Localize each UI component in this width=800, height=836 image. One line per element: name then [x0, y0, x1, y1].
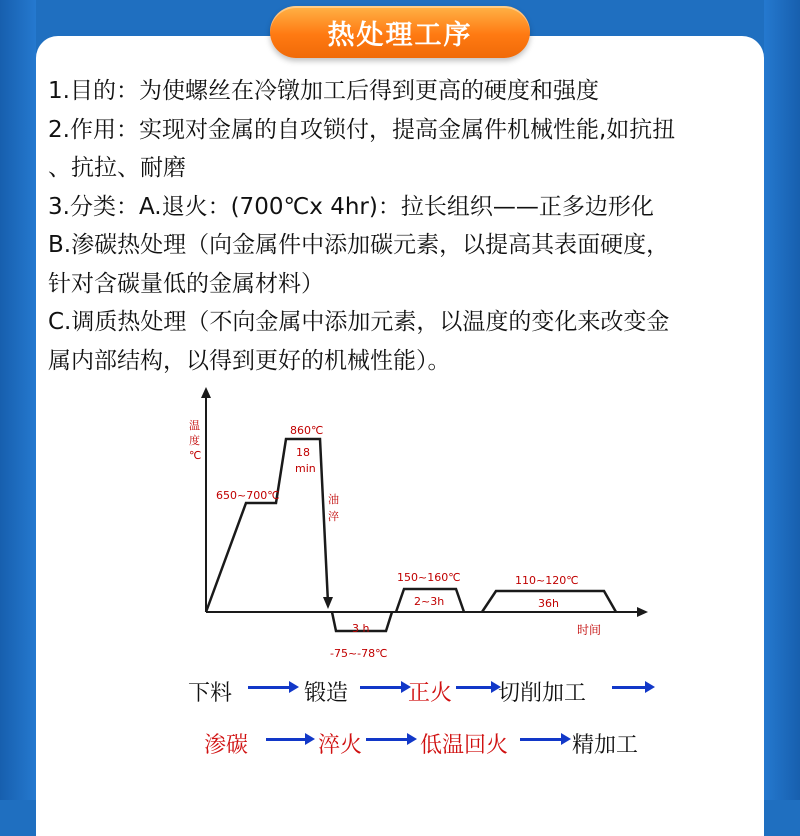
chart-svg [170, 385, 650, 670]
quench-arrowhead [323, 597, 333, 609]
annotation-a23: 2~3h [414, 595, 445, 608]
background-right-stripe [764, 0, 800, 800]
text-line-purpose: 1.目的：为使螺丝在冷镦加工后得到更高的硬度和强度 [48, 78, 599, 104]
text-line-function-cont: 、抗拉、耐磨 [48, 155, 186, 181]
flow-step: 精加工 [572, 733, 639, 758]
annotation-a36: 36h [538, 597, 559, 610]
background-left-stripe [0, 0, 36, 800]
flow-arrow [266, 738, 306, 741]
title-badge: 热处理工序 [270, 6, 530, 58]
flow-step: 淬火 [318, 733, 363, 758]
annotation-a150: 150~160℃ [397, 571, 461, 584]
flow-step: 正火 [408, 681, 453, 706]
flow-step: 切削加工 [498, 681, 587, 706]
text-line-tempering: C.调质热处理（不向金属中添加元素，以温度的变化来改变金 [48, 309, 670, 335]
flow-arrow [248, 686, 290, 689]
flow-arrow [366, 738, 408, 741]
flow-arrow [456, 686, 492, 689]
annotation-a3h: 3 h [352, 622, 370, 635]
flow-arrow [360, 686, 402, 689]
flow-arrow [612, 686, 646, 689]
flow-step: 低温回火 [420, 733, 509, 758]
annotation-a110: 110~120℃ [515, 574, 579, 587]
text-line-carburizing: B.渗碳热处理（向金属件中添加碳元素，以提高其表面硬度， [48, 232, 670, 258]
annotation-a650: 650~700℃ [216, 489, 280, 502]
annotation-a860: 860℃ [290, 424, 324, 437]
y-axis-label: 温度℃ [189, 419, 202, 462]
annotation-a18: 18 [296, 446, 310, 459]
flow-arrow [520, 738, 562, 741]
description-text [48, 72, 758, 380]
x-axis-label: 时间 [577, 623, 602, 637]
annotation-a75: -75~-78℃ [330, 647, 388, 660]
text-line-function: 2.作用：实现对金属的自攻锁付，提高金属件机械性能,如抗扭 [48, 116, 676, 143]
x-axis-arrowhead [637, 607, 648, 617]
flow-step: 锻造 [304, 681, 349, 706]
text-line-tempering-cont: 属内部结构，以得到更好的机械性能）。 [48, 347, 451, 374]
flow-step: 渗碳 [204, 733, 249, 758]
text-line-carburizing-cont: 针对含碳量低的金属材料） [48, 270, 324, 297]
flow-step: 下料 [188, 681, 233, 706]
text-line-classification: 3.分类：A.退火：(700℃x 4hr)：拉长组织——正多边形化 [48, 193, 654, 220]
y-axis-arrowhead [201, 387, 211, 398]
annotation-oil1: 油 [328, 493, 339, 506]
heat-treatment-chart [170, 385, 650, 670]
annotation-oil2: 淬 [328, 510, 339, 523]
annotation-amin: min [295, 462, 316, 475]
